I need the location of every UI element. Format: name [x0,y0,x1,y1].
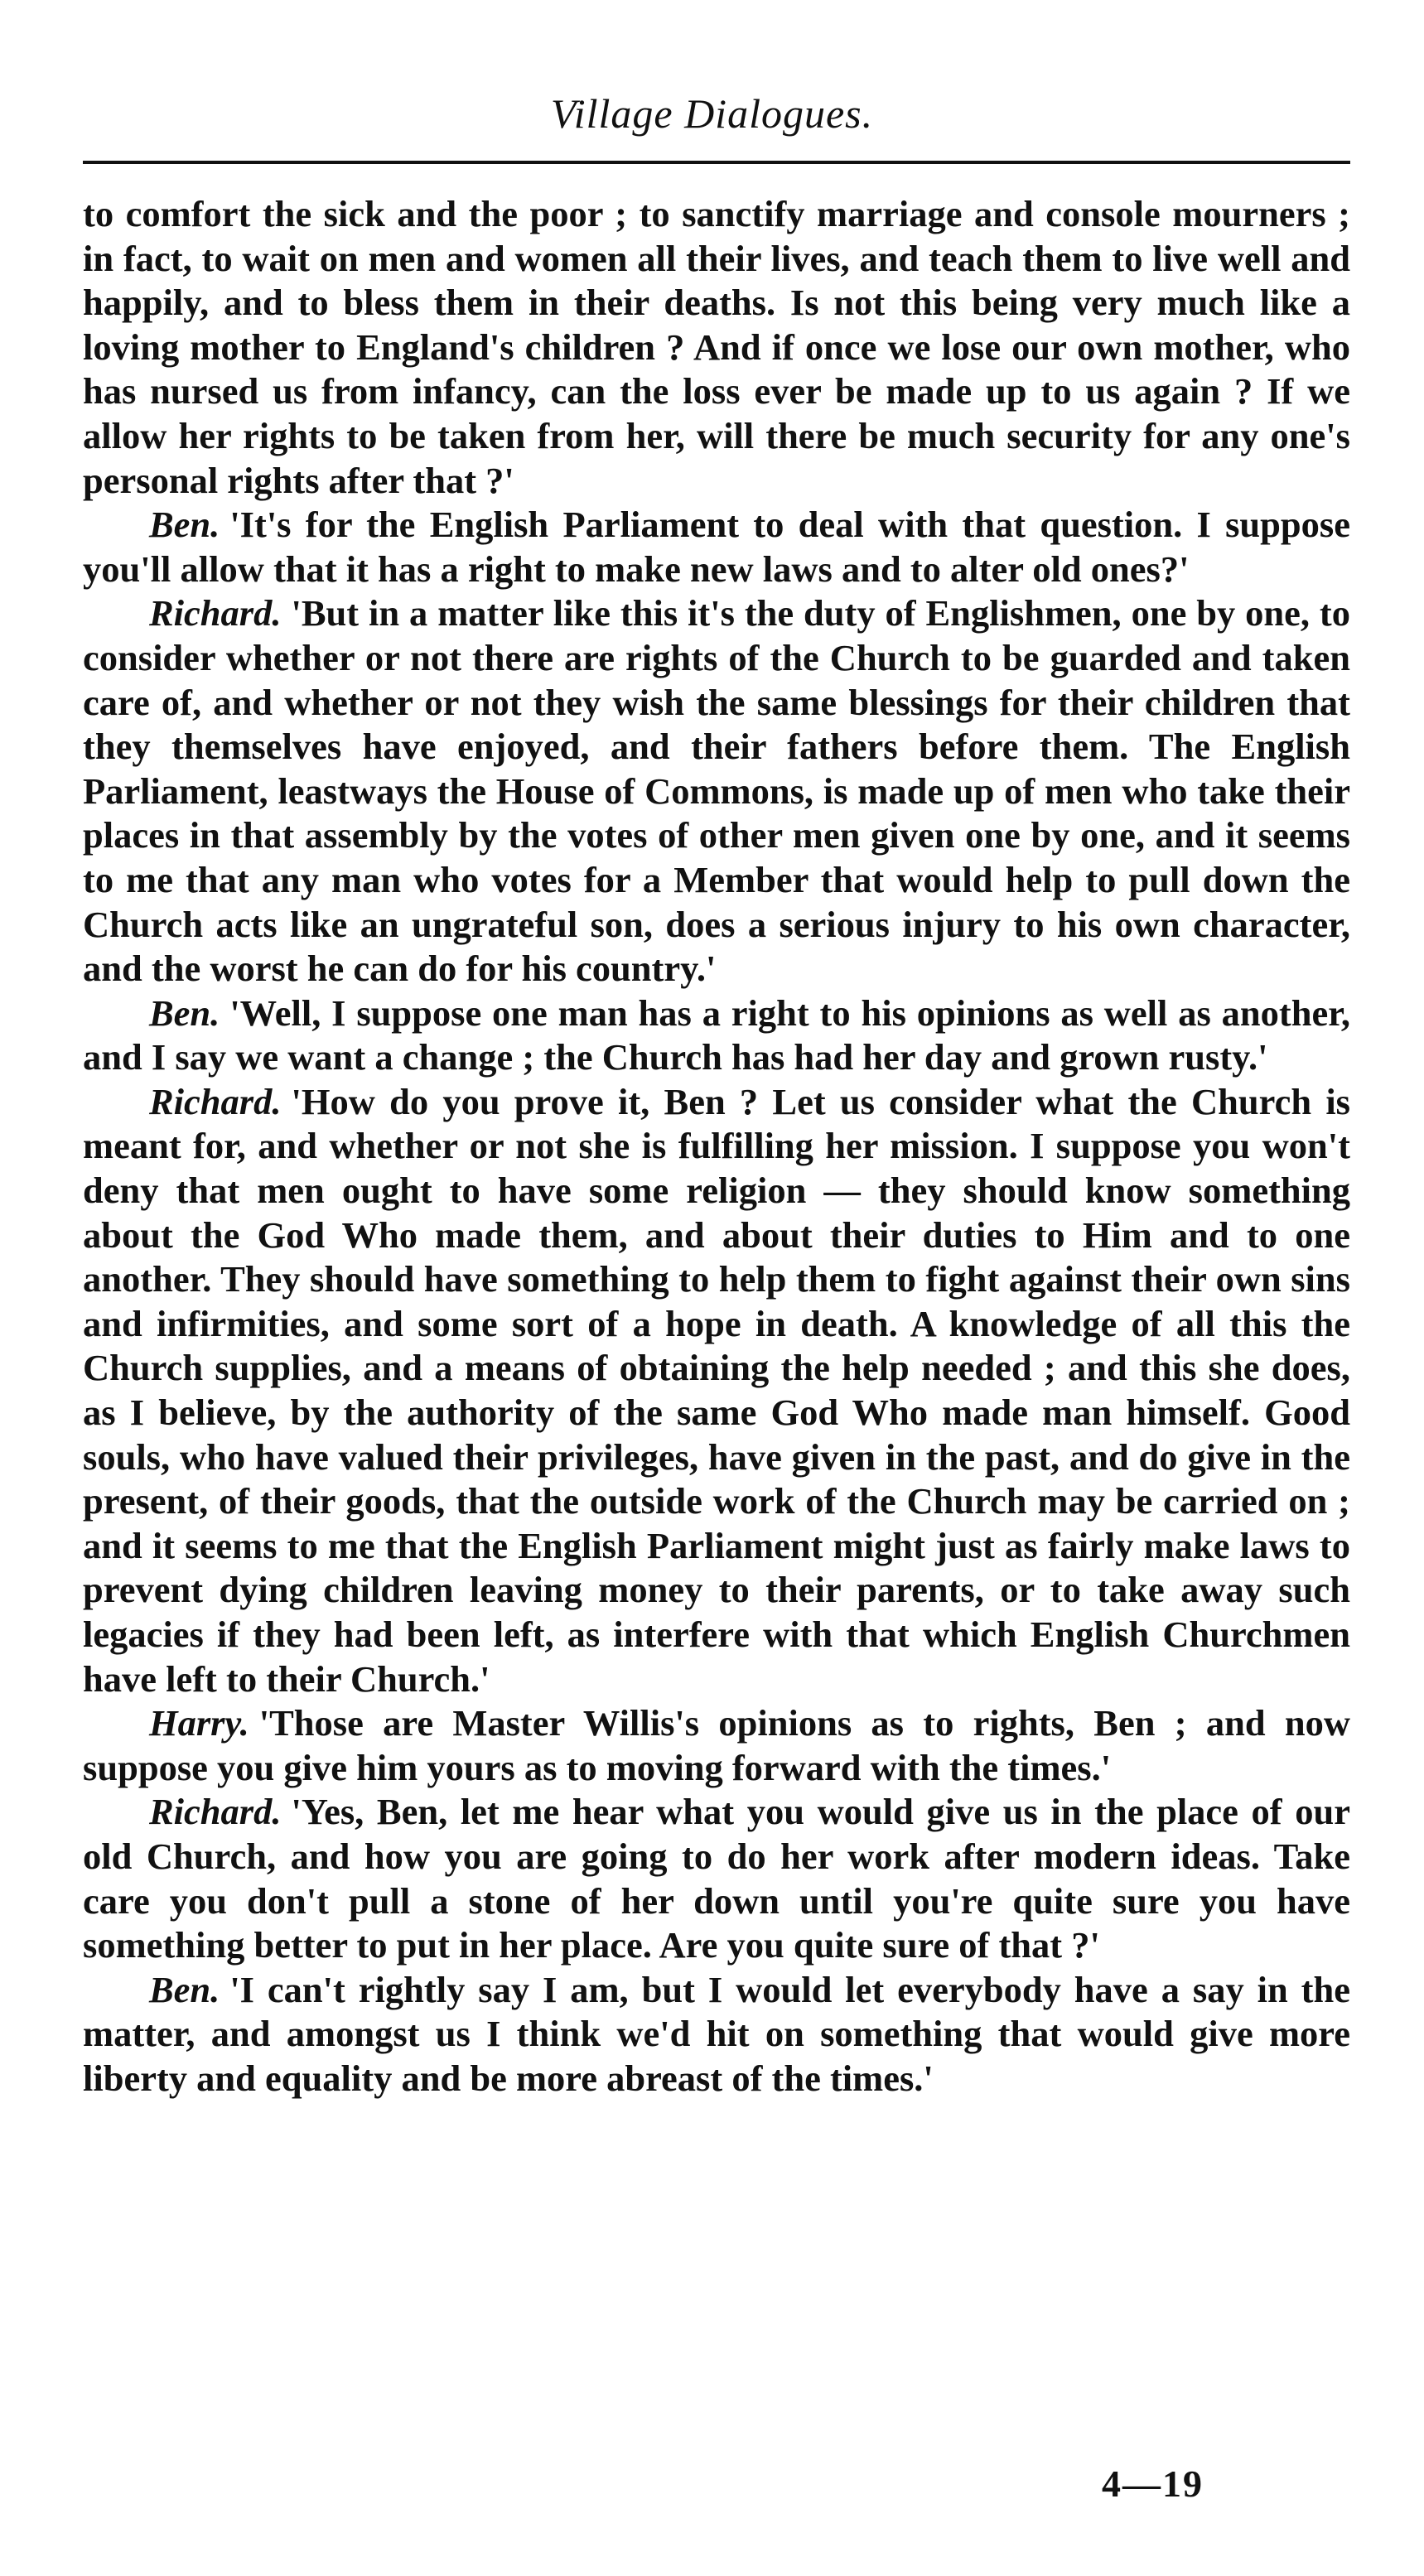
paragraph-text: 'I can't rightly say I am, but I would let everybody have a say in the matter, and amongst us I think we'd hit on something that would give more liberty and equality and be more abreast of the times.' [83,1968,1350,2099]
paragraph-text: 'Well, I suppose one man has a right to his opinions as well as another, and I say we want a change ; the Church has had her day and grown rusty.' [83,991,1350,1078]
running-head: Village Dialogues. [550,90,874,137]
paragraph-text: 'Yes, Ben, let me hear what you would give us in the place of our old Church, and how you are going to do her work after modern ideas. Take care you don't pull a stone of her down until you're quite sure you have something better to put in her place. Are you quite sure of that ?' [83,1791,1350,1966]
paragraph [83,1701,1350,1790]
paragraph [83,192,1350,503]
paragraph [83,503,1350,591]
speaker-name: Ben. [149,1968,220,2010]
paragraph-text: 'How do you prove it, Ben ? Let us consider what the Church is meant for, and whether or not she is fulfilling her mission. I suppose you won't deny that men ought to have some religion — they should know something about the God Who made them, and about their duties to Him and to one another. They should have something to help them to fight against their own sins and infirmities, and some sort of a hope in death. A knowledge of all this the Church supplies, and a means of obtaining the help needed ; and this she does, as I believe, by the authority of the same God Who made man himself. Good souls, who have valued their privileges, have given in the past, and do give in the present, of their goods, that the outside work of the Church may be carried on ; and it seems to me that the English Parliament might just as fairly make laws to prevent dying children leaving money to their parents, or to take away such legacies if they had been left, as interfere with that which English Churchmen have left to their Church.' [83,1080,1350,1700]
paragraph-text: 'It's for the English Parliament to deal with that question. I suppose you'll allow that it has a right to make new laws and to alter old ones?' [83,504,1350,590]
paragraph-text: 'But in a matter like this it's the duty of Englishmen, one by one, to consider whether or not there are rights of the Church to be guarded and taken care of, and whether or not they wish the same blessings for their children that they themselves have enjoyed, and their fathers before them. The English Parliament, leastways the House of Commons, is made up of men who take their places in that assembly by the votes of other men given one by one, and it seems to me that any man who votes for a Member that would help to pull down the Church acts like an ungrateful son, does a serious injury to his own character, and the worst he can do for his country.' [83,592,1350,990]
paragraph [83,991,1350,1080]
paragraph-text: 'Those are Master Willis's opinions as to rights, Ben ; and now suppose you give him yours as to moving forward with the times.' [83,1702,1350,1788]
speaker-name: Richard. [149,1080,282,1122]
header-rule [83,161,1350,164]
speaker-name: Ben. [149,991,220,1034]
paragraph [83,1080,1350,1701]
paragraph [83,591,1350,991]
paragraph [83,1790,1350,1967]
dialogue-body [83,192,1350,2101]
signature-mark: 4—19 [1102,2463,1204,2505]
paragraph-text: to comfort the sick and the poor ; to sanctify marriage and console mourners ; in fact, to wait on men and women all their lives, and teach them to live well and happily, and to bless them in their deaths. Is not this being very much like a loving mother to England's children ? And if once we lose our own mother, who has nursed us from infancy, can the loss ever be made up to us again ? If we allow her rights to be taken from her, will there be much security for any one's personal rights after that ?' [83,193,1350,501]
speaker-name: Ben. [149,504,220,546]
speaker-name: Harry. [149,1702,249,1744]
speaker-name: Richard. [149,1791,282,1833]
paragraph [83,1968,1350,2101]
speaker-name: Richard. [149,592,282,634]
